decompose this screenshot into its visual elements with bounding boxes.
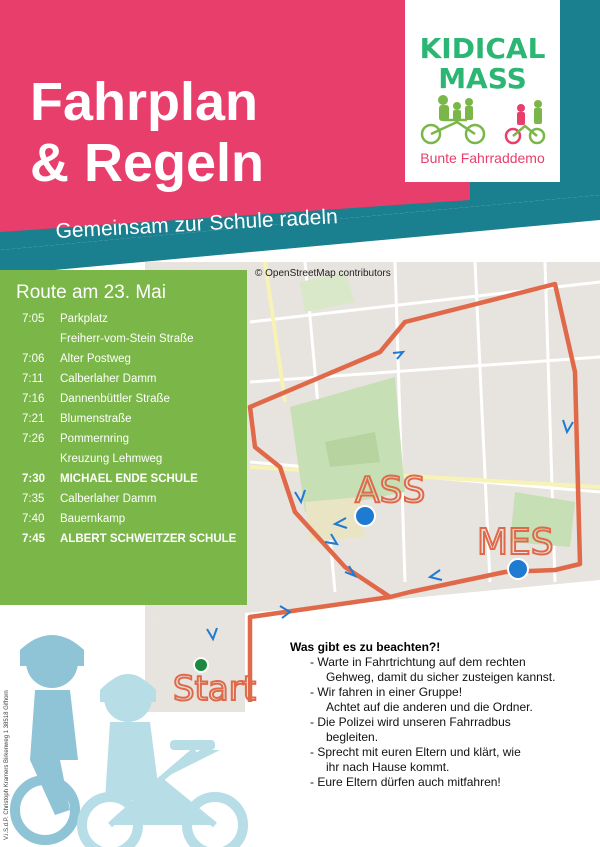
page-title-line1: Fahrplan (30, 72, 259, 132)
kidical-mass-logo (405, 0, 560, 182)
note-line-continued: Achtet auf die anderen und die Ordner. (326, 700, 533, 714)
stop-time: 7:11 (22, 373, 44, 385)
stop-place: ALBERT SCHWEITZER SCHULE (60, 533, 237, 545)
note-line: - Eure Eltern dürfen auch mitfahren! (310, 775, 501, 789)
note-line-continued: ihr nach Hause kommt. (326, 760, 450, 774)
ass-label: ASS (355, 470, 426, 511)
kids-on-bikes-illustration (0, 610, 290, 847)
stop-place: Blumenstraße (60, 413, 132, 425)
cargo-bike-family-icon (417, 92, 552, 147)
stop-place: Parkplatz (60, 313, 108, 325)
stop-time: 7:30 (22, 473, 46, 485)
note-line: - Wir fahren in einer Gruppe! (310, 685, 463, 699)
note-line: - Sprecht mit euren Eltern und klärt, wie (310, 745, 521, 759)
map-credit: © OpenStreetMap contributors (255, 268, 391, 279)
stop-time: 7:16 (22, 393, 45, 405)
logo-text-line1: KIDICAL (419, 32, 546, 65)
note-line-continued: begleiten. (326, 730, 379, 744)
stop-time: 7:45 (22, 533, 46, 545)
logo-text-line2: MASS (438, 62, 527, 95)
stop-place: Pommernring (60, 433, 130, 445)
note-line-continued: Gehweg, damit du sicher zusteigen kannst. (326, 670, 556, 684)
start-label: Start (173, 669, 257, 709)
stop-place: Freiherr-vom-Stein Straße (60, 333, 194, 345)
stop-place: Dannenbüttler Straße (60, 393, 170, 405)
stop-time: 7:06 (22, 353, 45, 365)
stop-time: 7:35 (22, 493, 45, 505)
stop-time: 7:21 (22, 413, 45, 425)
note-line: - Die Polizei wird unseren Fahrradbus (310, 715, 511, 729)
stop-time: 7:40 (22, 513, 45, 525)
imprint: V.i.S.d.P. Christoph Kramers Birkenweg 1 38518 Gifhorn (4, 690, 10, 840)
notes-title: Was gibt es zu beachten?! (290, 640, 441, 654)
subtitle: Gemeinsam zur Schule radeln (55, 205, 339, 243)
stop-place: Calberlaher Damm (60, 493, 157, 505)
note-line: - Warte in Fahrtrichtung auf dem rechten (310, 655, 526, 669)
page-title-line2: & Regeln (30, 133, 265, 193)
stop-place: Calberlaher Damm (60, 373, 157, 385)
stop-time: 7:26 (22, 433, 45, 445)
route-title: Route am 23. Mai (16, 282, 166, 303)
stop-place: MICHAEL ENDE SCHULE (60, 473, 198, 485)
logo-tagline: Bunte Fahrraddemo (420, 150, 545, 166)
mes-label: MES (477, 522, 554, 563)
stop-place: Kreuzung Lehmweg (60, 453, 163, 465)
stop-time: 7:05 (22, 313, 45, 325)
stop-place: Alter Postweg (60, 353, 131, 365)
stop-place: Bauernkamp (60, 513, 126, 525)
